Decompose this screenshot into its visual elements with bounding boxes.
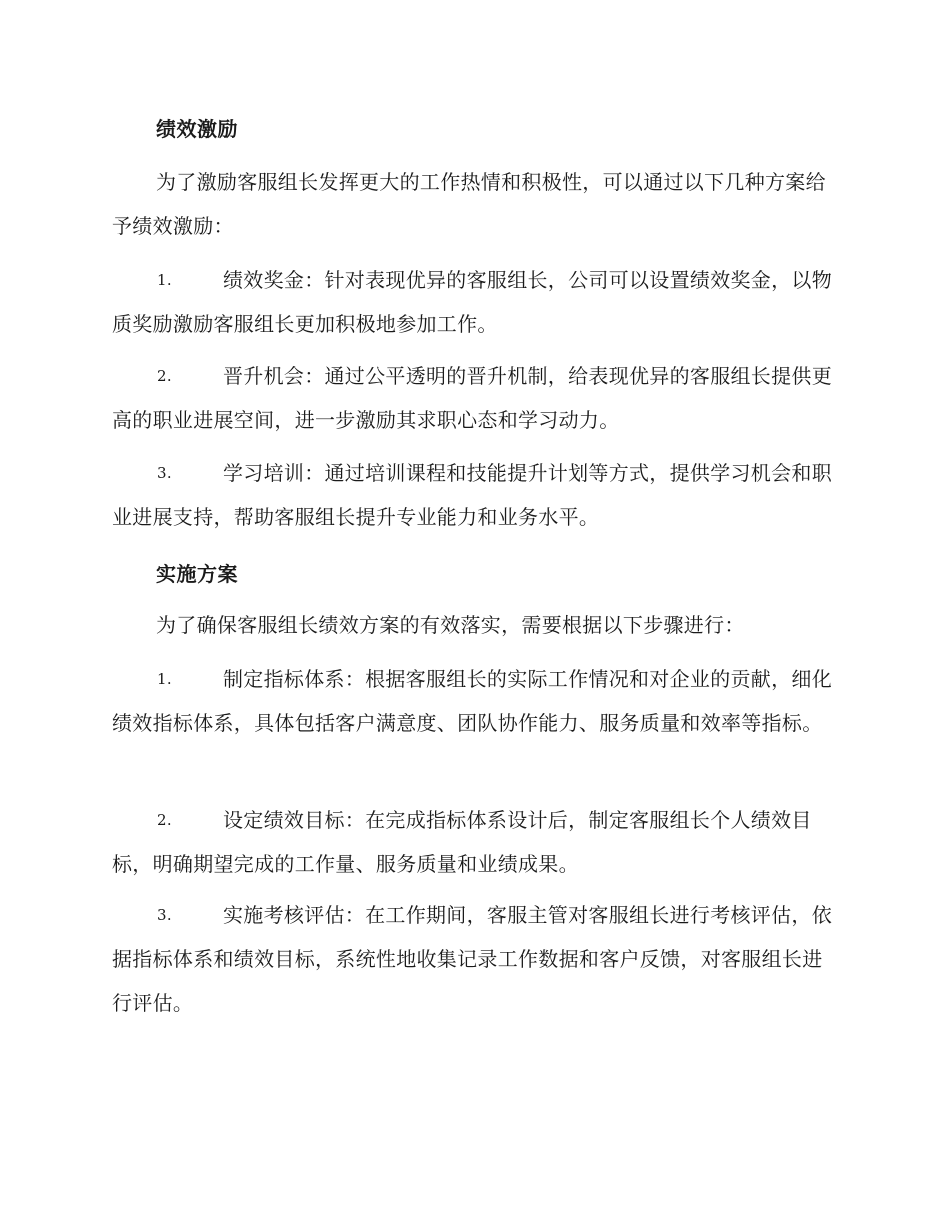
list-item <box>112 893 834 1025</box>
list-item <box>112 451 834 539</box>
section-intro: 为了确保客服组长绩效方案的有效落实，需要根据以下步骤进行： <box>156 613 745 637</box>
list-item <box>112 258 834 346</box>
list-item-text: 实施考核评估：在工作期间，客服主管对客服组长进行考核评估，依据指标体系和绩效目标，系统性地收集记录工作数据和客户反馈，对客服组长进行评估。 <box>112 903 832 1015</box>
section-heading: 实施方案 <box>156 562 238 586</box>
section-intro: 为了激励客服组长发挥更大的工作热情和积极性，可以通过以下几种方案给予绩效激励： <box>112 170 826 238</box>
list-item <box>112 657 834 745</box>
list-item-number: 1. <box>157 670 172 688</box>
list-item-number: 2. <box>157 811 172 829</box>
list-item-number: 3. <box>157 464 172 482</box>
list-item-text: 晋升机会：通过公平透明的晋升机制，给表现优异的客服组长提供更高的职业进展空间，进一步激励其求职心态和学习动力。 <box>112 364 832 432</box>
list-item-number: 2. <box>157 367 172 385</box>
list-item <box>112 798 834 886</box>
section-heading: 绩效激励 <box>156 117 238 141</box>
list-item-text: 设定绩效目标：在完成指标体系设计后，制定客服组长个人绩效目标，明确期望完成的工作量、服务质量和业绩成果。 <box>112 808 812 876</box>
list-item <box>112 354 834 442</box>
list-item-number: 1. <box>157 271 172 289</box>
list-item-number: 3. <box>157 906 172 924</box>
list-item-text: 制定指标体系：根据客服组长的实际工作情况和对企业的贡献，细化绩效指标体系，具体包括客户满意度、团队协作能力、服务质量和效率等指标。 <box>112 667 832 735</box>
list-item-text: 绩效奖金：针对表现优异的客服组长，公司可以设置绩效奖金，以物质奖励激励客服组长更加积极地参加工作。 <box>112 268 832 336</box>
list-item-text: 学习培训：通过培训课程和技能提升计划等方式，提供学习机会和职业进展支持，帮助客服组长提升专业能力和业务水平。 <box>112 461 832 529</box>
